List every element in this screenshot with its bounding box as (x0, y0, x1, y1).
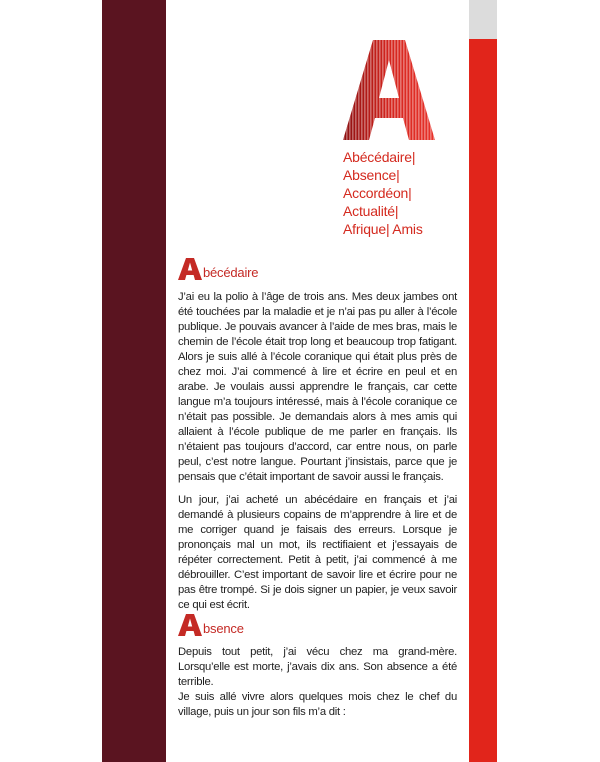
section-body-abecedaire (178, 290, 457, 621)
section-heading-absence (178, 614, 244, 636)
left-decorative-band (102, 0, 166, 762)
heading-initial-text: A (190, 278, 191, 279)
index-entry-accordeon: Accordéon| (343, 185, 412, 201)
heading-word: bécédaire (203, 265, 259, 280)
heading-initial-a-icon (178, 614, 202, 636)
section-heading-abecedaire (178, 258, 258, 280)
right-gray-tab (469, 0, 497, 39)
alphabet-index (343, 148, 463, 238)
index-entry-actualite: Actualité| (343, 203, 399, 219)
paragraph: Un jour, j’ai acheté un abécédaire en français et j’ai demandé à plusieurs copains de m’apprendre à lire et de me corriger quand je faisais des erreurs. Lorsque je prononçais mal un mot, ils rectifiaient et j’essayais de répéter correctement. Petit à petit, j’ai commencé à me débrouiller. C’est important de savoir lire et écrire pour ne pas être trompé. Si je dois signer un papier, je veux savoir ce qui est écrit. (178, 494, 457, 611)
right-red-band (469, 39, 497, 762)
heading-initial-text: A (190, 634, 191, 635)
big-letter-a-logo (343, 40, 435, 140)
heading-word: bsence (203, 621, 244, 636)
index-entry-abecedaire: Abécédaire| (343, 149, 416, 165)
section-body-absence (178, 645, 457, 720)
heading-initial-a-icon (178, 258, 202, 280)
index-entry-absence: Absence| (343, 167, 400, 183)
index-entry-afrique-amis: Afrique| Amis (343, 221, 423, 237)
paragraph: Je suis allé vivre alors quelques mois chez le chef du village, puis un jour son fils m’a dit : (178, 691, 457, 718)
paragraph: J’ai eu la polio à l’âge de trois ans. Mes deux jambes ont été touchées par la maladie et je n’ai pas pu aller à l’école publique. Je pouvais avancer à l’aide de mes bras, mais le chemin de l’école était trop long et beaucoup trop fatigant. Alors je suis allé à l’école coranique qui était plus près de chez moi. J’ai commencé à lire et écrire en peul et en arabe. Je voulais aussi apprendre le français, car cette langue m’a toujours intéressé, mais à l’école coranique ce n’était pas possible. Je demandais alors à mes amis qui allaient à l’école publique de me parler en français. Ils n’étaient pas toujours d’accord, car entre nous, on parle peul, c’est notre langue. Pourtant j’insistais, parce que je pensais que c’était important de savoir aussi le français. (178, 291, 457, 483)
paragraph: Depuis tout petit, j’ai vécu chez ma grand-mère. Lorsqu’elle est morte, j’avais dix ans. Son absence a été terrible. (178, 646, 457, 688)
